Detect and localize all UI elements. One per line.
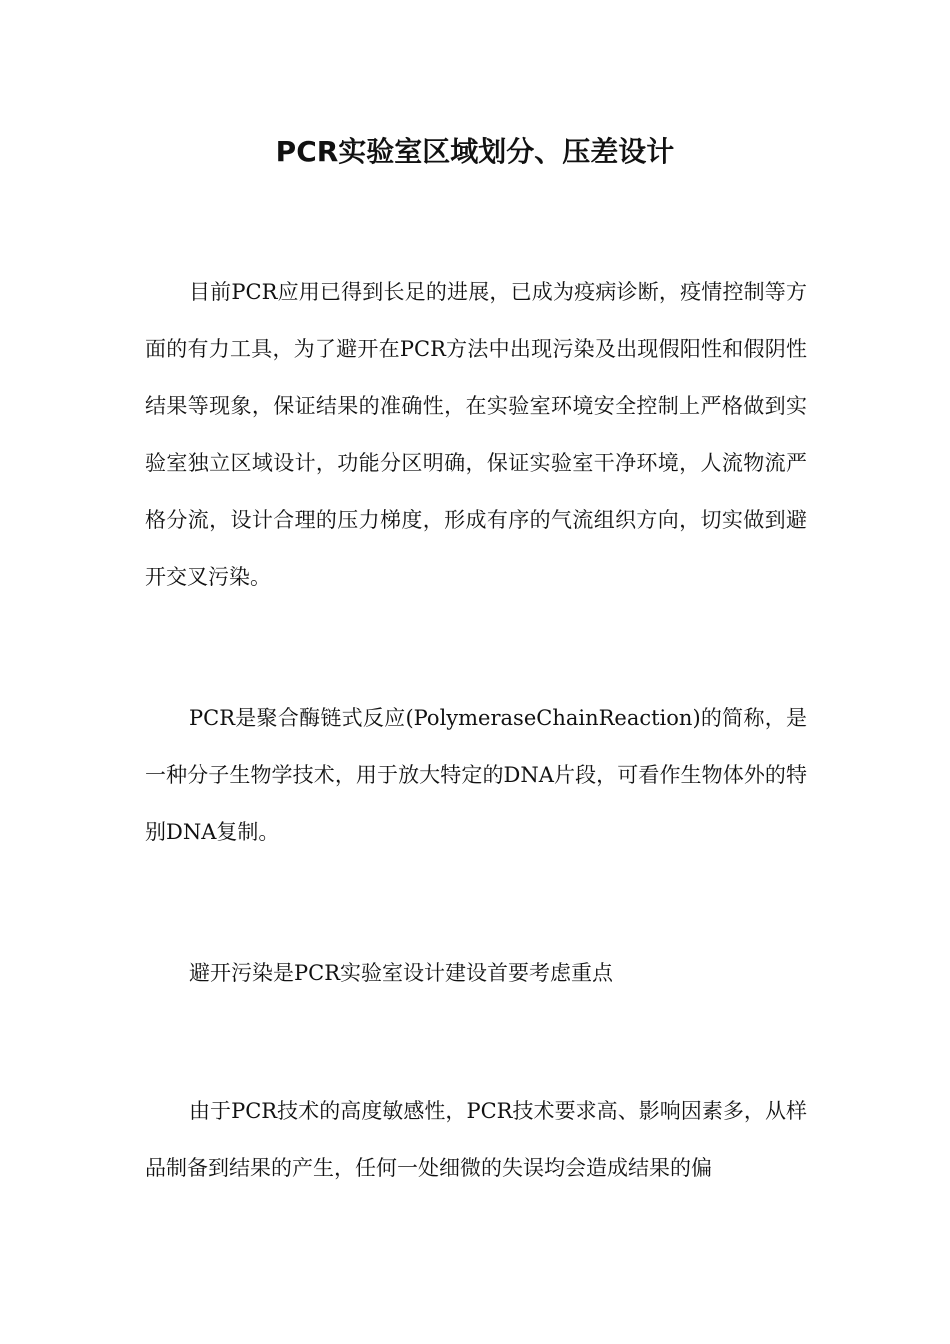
paragraph-intro: 目前PCR应用已得到长足的进展，已成为疫病诊断，疫情控制等方面的有力工具，为了避开在PCR方法中出现污染及出现假阳性和假阴性结果等现象，保证结果的准确性，在实验室环境安全控制上严格做到实验室独立区域设计，功能分区明确，保证实验室干净环境，人流物流严格分流，设计合理的压力梯度，形成有序的气流组织方向，切实做到避开交叉污染。 bbox=[145, 280, 807, 589]
paragraph-contamination-heading: 避开污染是PCR实验室设计建设首要考虑重点 bbox=[189, 961, 614, 985]
document-title: PCR实验室区域划分、压差设计 bbox=[275, 135, 675, 168]
paragraph-pcr-definition: PCR是聚合酶链式反应(PolymeraseChainReaction)的简称，是一种分子生物学技术，用于放大特定的DNA片段，可看作生物体外的特别DNA复制。 bbox=[145, 706, 807, 844]
paragraph-sensitivity: 由于PCR技术的高度敏感性，PCR技术要求高、影响因素多，从样品制备到结果的产生，任何一处细微的失误均会造成结果的偏 bbox=[145, 1099, 807, 1180]
